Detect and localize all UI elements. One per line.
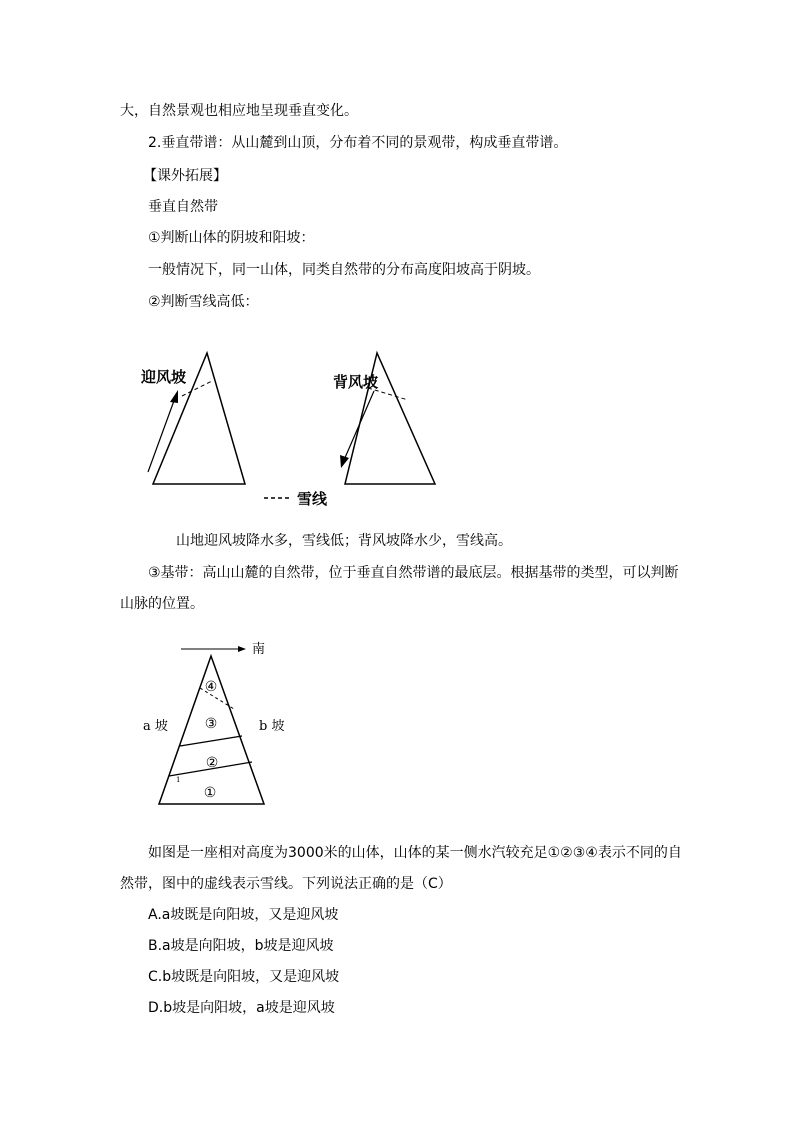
slope-b-label: b 坡 <box>259 719 285 734</box>
zone-2-label: ② <box>205 755 219 771</box>
text-line-1: 大，自然景观也相应地呈现垂直变化。 <box>120 103 358 119</box>
zone-4-label: ④ <box>204 679 218 695</box>
zone-1-label: ① <box>203 785 217 801</box>
option-c: C.b坡既是向阳坡，又是迎风坡 <box>148 969 340 985</box>
option-d: D.b坡是向阳坡，a坡是迎风坡 <box>148 1000 335 1016</box>
tiny-mark: 1 <box>176 776 181 784</box>
point-1: ①判断山体的阴坡和阳坡： <box>148 230 315 246</box>
section-heading: 【课外拓展】 <box>143 168 227 184</box>
text-line-10: 山脉的位置。 <box>120 596 204 612</box>
windward-arrow-shaft <box>148 398 175 472</box>
text-line-8: 山地迎风坡降水多，雪线低；背风坡降水少，雪线高。 <box>176 533 512 549</box>
subheading: 垂直自然带 <box>148 199 218 215</box>
legend-label: 雪线 <box>297 490 328 508</box>
slope-a-label: a 坡 <box>143 719 168 734</box>
zone-3-label: ③ <box>204 716 218 732</box>
leeward-arrow-head <box>340 455 349 468</box>
vertical-zone-figure <box>138 630 298 810</box>
question-line-1: 如图是一座相对高度为3000米的山体，山体的某一侧水汽较充足①②③④表示不同的自 <box>148 845 682 861</box>
leeward-label: 背风坡 <box>333 373 379 391</box>
zone-boundary-2-3 <box>180 736 242 746</box>
direction-arrow-head <box>238 646 246 652</box>
leeward-arrow-shaft <box>344 391 374 460</box>
direction-label: 南 <box>252 642 266 657</box>
windward-snowline <box>182 381 212 396</box>
text-line-2: 2.垂直带谱：从山麓到山顶，分布着不同的景观带，构成垂直带谱。 <box>148 135 568 151</box>
question-line-2: 然带，图中的虚线表示雪线。下列说法正确的是（C） <box>120 876 452 892</box>
windward-arrow-head <box>170 390 178 403</box>
point-2: ②判断雪线高低： <box>148 294 259 310</box>
windward-label: 迎风坡 <box>141 368 187 386</box>
snowline-figure <box>130 345 450 520</box>
text-line-6: 一般情况下，同一山体，同类自然带的分布高度阳坡高于阴坡。 <box>148 262 540 278</box>
option-b: B.a坡是向阳坡，b坡是迎风坡 <box>148 938 334 954</box>
option-a: A.a坡既是向阳坡，又是迎风坡 <box>148 907 339 923</box>
point-3: ③基带：高山山麓的自然带，位于垂直自然带谱的最底层。根据基带的类型，可以判断 <box>148 565 679 581</box>
